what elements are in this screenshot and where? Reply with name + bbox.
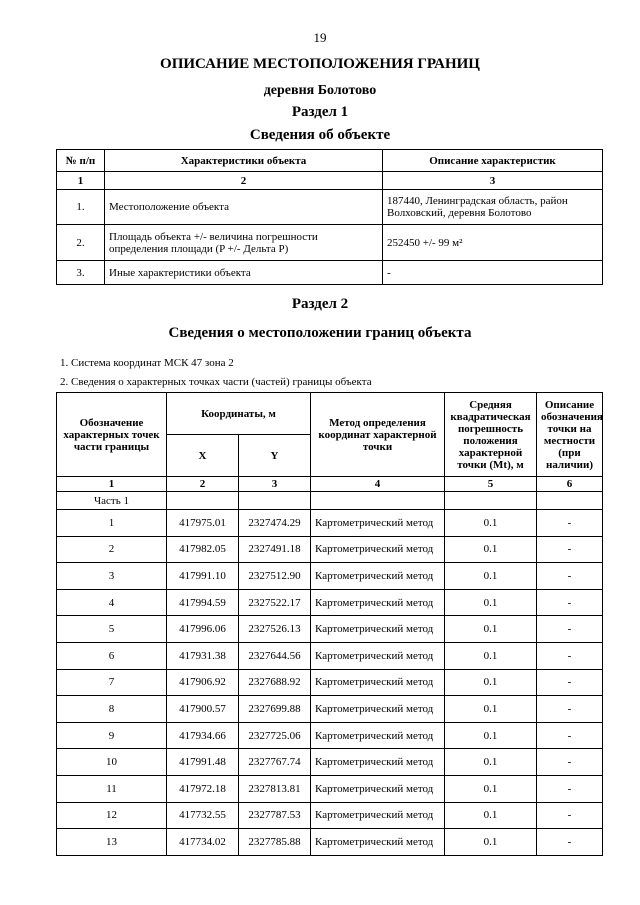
point-x: 417906.92	[167, 669, 239, 696]
point-mt: 0.1	[445, 829, 537, 856]
column-header-point-description: Описание обозначения точки на местности (при наличии)	[537, 393, 603, 477]
point-mt: 0.1	[445, 536, 537, 563]
index-cell: 2	[105, 172, 383, 190]
point-mt: 0.1	[445, 616, 537, 643]
row-description: 252450 +/- 99 м²	[383, 225, 603, 261]
point-description: -	[537, 536, 603, 563]
point-number: 6	[57, 642, 167, 669]
point-method: Картометрический метод	[311, 563, 445, 590]
empty-cell	[239, 492, 311, 510]
point-x: 417900.57	[167, 696, 239, 723]
row-num: 1.	[57, 190, 105, 225]
column-header-characteristic: Характеристики объекта	[105, 150, 383, 172]
point-x: 417732.55	[167, 802, 239, 829]
point-method: Картометрический метод	[311, 722, 445, 749]
point-x: 417991.10	[167, 563, 239, 590]
index-cell: 3	[383, 172, 603, 190]
column-header-designation: Обозначение характерных точек части границы	[57, 393, 167, 477]
point-x: 417934.66	[167, 722, 239, 749]
point-y: 2327699.88	[239, 696, 311, 723]
row-characteristic: Иные характеристики объекта	[105, 261, 383, 285]
table-row	[57, 190, 603, 225]
section-2-title: Сведения о местоположении границ объекта	[168, 325, 472, 341]
point-y: 2327474.29	[239, 510, 311, 537]
point-method: Картометрический метод	[311, 510, 445, 537]
point-mt: 0.1	[445, 749, 537, 776]
table-row	[57, 616, 603, 643]
point-description: -	[537, 510, 603, 537]
point-x: 417982.05	[167, 536, 239, 563]
index-cell: 2	[167, 477, 239, 492]
point-y: 2327813.81	[239, 775, 311, 802]
characteristic-points-note: 2. Сведения о характерных точках части (частей) границы объекта	[60, 376, 372, 388]
column-header-method: Метод определения координат характерной точки	[311, 393, 445, 477]
point-number: 7	[57, 669, 167, 696]
page-number: 19	[313, 30, 327, 45]
point-y: 2327522.17	[239, 589, 311, 616]
row-num: 3.	[57, 261, 105, 285]
column-header-x: X	[167, 435, 239, 477]
point-mt: 0.1	[445, 642, 537, 669]
point-y: 2327767.74	[239, 749, 311, 776]
section-1-title: Сведения об объекте	[249, 127, 391, 143]
point-y: 2327491.18	[239, 536, 311, 563]
point-method: Картометрический метод	[311, 749, 445, 776]
point-x: 417994.59	[167, 589, 239, 616]
point-number: 4	[57, 589, 167, 616]
index-cell: 6	[537, 477, 603, 492]
index-cell: 3	[239, 477, 311, 492]
table-row	[57, 775, 603, 802]
point-y: 2327688.92	[239, 669, 311, 696]
point-x: 417975.01	[167, 510, 239, 537]
point-method: Картометрический метод	[311, 696, 445, 723]
point-description: -	[537, 669, 603, 696]
index-cell: 1	[57, 172, 105, 190]
point-mt: 0.1	[445, 669, 537, 696]
point-method: Картометрический метод	[311, 642, 445, 669]
table-row	[57, 563, 603, 590]
point-y: 2327785.88	[239, 829, 311, 856]
section-1-heading: Раздел 1	[291, 104, 349, 120]
point-method: Картометрический метод	[311, 802, 445, 829]
table-row	[57, 802, 603, 829]
empty-cell	[167, 492, 239, 510]
point-number: 2	[57, 536, 167, 563]
table-row	[57, 642, 603, 669]
point-description: -	[537, 722, 603, 749]
index-cell: 1	[57, 477, 167, 492]
row-num: 2.	[57, 225, 105, 261]
point-number: 12	[57, 802, 167, 829]
empty-cell	[537, 492, 603, 510]
point-y: 2327512.90	[239, 563, 311, 590]
table-row	[57, 749, 603, 776]
table-row	[57, 536, 603, 563]
point-description: -	[537, 642, 603, 669]
table-index-row	[57, 172, 603, 190]
table-row	[57, 589, 603, 616]
point-x: 417931.38	[167, 642, 239, 669]
part-label-row	[57, 492, 603, 510]
point-mt: 0.1	[445, 696, 537, 723]
section-2-heading: Раздел 2	[291, 296, 349, 312]
index-cell: 5	[445, 477, 537, 492]
point-description: -	[537, 616, 603, 643]
table-row	[57, 669, 603, 696]
point-method: Картометрический метод	[311, 536, 445, 563]
point-x: 417972.18	[167, 775, 239, 802]
point-mt: 0.1	[445, 563, 537, 590]
column-header-coordinates: Координаты, м	[167, 393, 311, 435]
table-index-row	[57, 477, 603, 492]
village-name: деревня Болотово	[263, 83, 377, 98]
row-characteristic: Местоположение объекта	[105, 190, 383, 225]
point-description: -	[537, 696, 603, 723]
point-x: 417734.02	[167, 829, 239, 856]
point-description: -	[537, 589, 603, 616]
point-number: 3	[57, 563, 167, 590]
point-x: 417991.48	[167, 749, 239, 776]
empty-cell	[445, 492, 537, 510]
point-number: 1	[57, 510, 167, 537]
table-row	[57, 829, 603, 856]
column-header-num: № п/п	[57, 150, 105, 172]
column-header-description: Описание характеристик	[383, 150, 603, 172]
empty-cell	[311, 492, 445, 510]
point-description: -	[537, 749, 603, 776]
point-description: -	[537, 563, 603, 590]
document-title: ОПИСАНИЕ МЕСТОПОЛОЖЕНИЯ ГРАНИЦ	[160, 56, 480, 72]
point-description: -	[537, 829, 603, 856]
row-description: -	[383, 261, 603, 285]
table-row	[57, 722, 603, 749]
point-number: 11	[57, 775, 167, 802]
point-number: 9	[57, 722, 167, 749]
object-info-table	[56, 149, 603, 285]
column-header-error: Средняя квадратическая погрешность положения характерной точки (Mt), м	[445, 393, 537, 477]
point-mt: 0.1	[445, 589, 537, 616]
point-x: 417996.06	[167, 616, 239, 643]
coordinate-system-note: 1. Система координат МСК 47 зона 2	[60, 357, 234, 369]
point-y: 2327526.13	[239, 616, 311, 643]
point-method: Картометрический метод	[311, 775, 445, 802]
row-characteristic: Площадь объекта +/- величина погрешности определения площади (P +/- Дельта P)	[105, 225, 383, 261]
index-cell: 4	[311, 477, 445, 492]
table-row	[57, 261, 603, 285]
point-method: Картометрический метод	[311, 589, 445, 616]
boundary-points-table	[56, 392, 603, 856]
point-mt: 0.1	[445, 510, 537, 537]
point-mt: 0.1	[445, 722, 537, 749]
point-number: 13	[57, 829, 167, 856]
column-header-y: Y	[239, 435, 311, 477]
point-mt: 0.1	[445, 802, 537, 829]
point-number: 5	[57, 616, 167, 643]
table-row	[57, 510, 603, 537]
point-y: 2327725.06	[239, 722, 311, 749]
part-label: Часть 1	[57, 492, 167, 510]
point-number: 10	[57, 749, 167, 776]
point-y: 2327787.53	[239, 802, 311, 829]
point-method: Картометрический метод	[311, 829, 445, 856]
point-description: -	[537, 802, 603, 829]
table-header-row	[57, 150, 603, 172]
table-row	[57, 225, 603, 261]
table-header-row	[57, 393, 603, 435]
point-method: Картометрический метод	[311, 616, 445, 643]
table-row	[57, 696, 603, 723]
point-mt: 0.1	[445, 775, 537, 802]
point-number: 8	[57, 696, 167, 723]
row-description: 187440, Ленинградская область, район Волховский, деревня Болотово	[383, 190, 603, 225]
point-method: Картометрический метод	[311, 669, 445, 696]
point-y: 2327644.56	[239, 642, 311, 669]
point-description: -	[537, 775, 603, 802]
